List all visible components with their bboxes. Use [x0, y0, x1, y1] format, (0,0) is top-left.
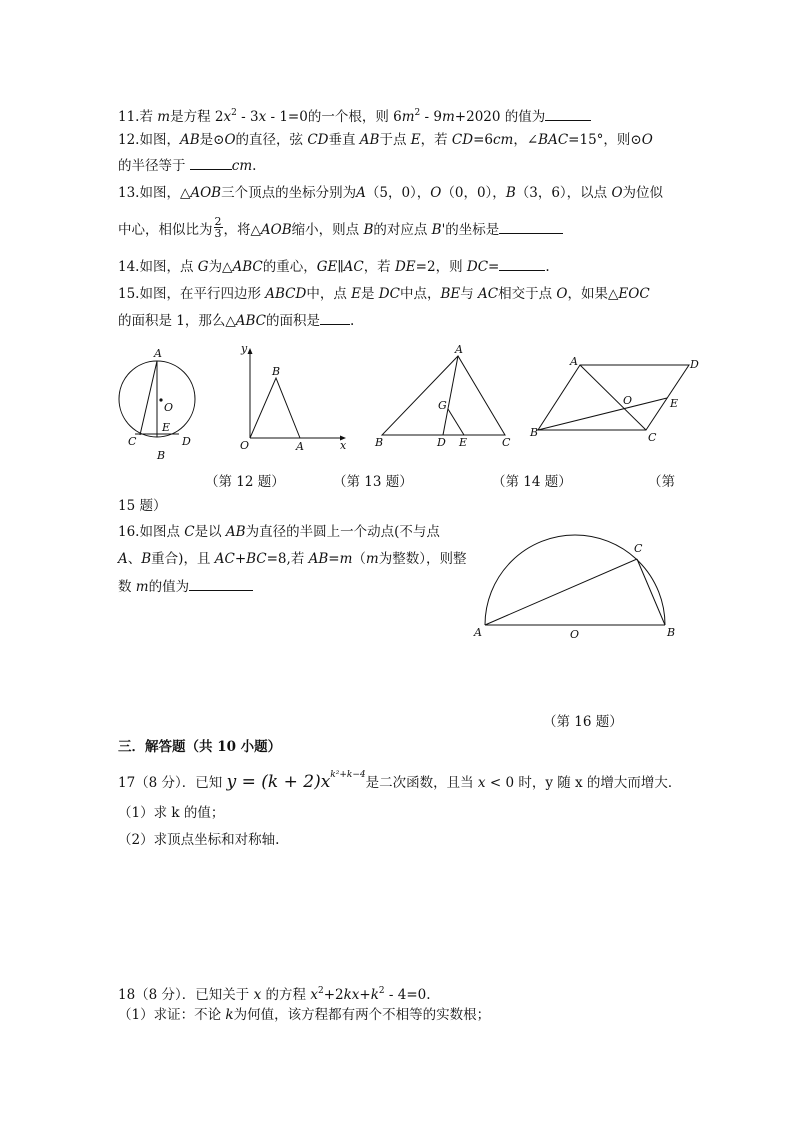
- y-arrow: [248, 348, 253, 354]
- figure-14: [372, 344, 516, 450]
- ratio-fraction: $\frac{2}{3}$: [214, 215, 222, 240]
- question-16-line-2: A、B重合)，且 AC+BC=8,若 AB=m（m为整数），则整: [118, 551, 467, 567]
- label-b: B: [667, 626, 676, 639]
- center-dot: [159, 398, 162, 401]
- caption-15-part-2: 15 题）: [118, 498, 167, 514]
- caption-15-part-1: （第: [648, 474, 675, 490]
- question-11: 11.若 m是方程 $2x^2 - 3x - 1=0$的一个根，则 $6m^2 - 9m+2020$ 的值为: [118, 104, 591, 126]
- question-18: 18（8 分）．已知关于 x 的方程 $x^2+2kx+k^2 - 4=0$.: [118, 986, 431, 1003]
- question-13-line-2: 中心，相似比为 $\frac{2}{3}$ ，将△AOB缩小，则点 B的对应点 B'的坐标是: [118, 219, 563, 242]
- label-e: E: [459, 436, 468, 449]
- label-x: x: [340, 439, 347, 452]
- label-o: O: [623, 394, 633, 407]
- label-c: C: [648, 431, 657, 444]
- label-a: A: [455, 343, 463, 356]
- label-a: A: [570, 355, 578, 368]
- question-18-part-1: （1）求证：不论 k为何值，该方程都有两个不相等的实数根；: [118, 1007, 491, 1023]
- caption-16: （第 16 题）: [543, 714, 623, 730]
- answer-blank-14[interactable]: [499, 258, 545, 271]
- question-13-line-1: 13.如图，△AOB三个顶点的坐标分别为A（5，0），O（0，0），B（3，6），以点 O为位似: [118, 185, 664, 201]
- question-12-line-2: 的半径等于 cm.: [118, 158, 257, 174]
- answer-blank-13[interactable]: [499, 221, 563, 234]
- question-17-part-1: （1）求 k 的值；: [118, 805, 225, 821]
- label-e: E: [670, 397, 679, 410]
- answer-blank-16[interactable]: [189, 578, 253, 591]
- segment-be: [538, 398, 667, 430]
- label-a: A: [474, 626, 482, 639]
- triangle-aob: [250, 378, 300, 438]
- caption-12: （第 12 题）: [205, 474, 285, 490]
- label-d: D: [182, 435, 191, 448]
- label-d: D: [437, 436, 446, 449]
- label-o: O: [240, 439, 250, 452]
- figure-12: [116, 344, 198, 464]
- diagonal-ac: [580, 365, 646, 430]
- median-ad: [443, 356, 458, 435]
- label-a: A: [154, 347, 162, 360]
- label-g: G: [438, 399, 447, 412]
- question-15-line-1: 15.如图，在平行四边形 ABCD中，点 E是 DC中点，BE与 AC相交于点 O，如果△EOC: [118, 286, 650, 302]
- section-3-heading: 三．解答题（共 10 小题）: [118, 739, 282, 755]
- triangle-abc: [382, 356, 505, 435]
- figure-13: [234, 342, 350, 454]
- segment-ge: [448, 409, 464, 435]
- chord-ac: [140, 361, 157, 435]
- caption-14: （第 14 题）: [492, 474, 572, 490]
- label-b: B: [530, 426, 539, 439]
- answer-blank-11[interactable]: [545, 108, 591, 121]
- question-17: 17（8 分）．已知 $y = (k + 2)x^{k^2+k-4}$是二次函数，且当 x < 0 时，y 随 x 的增大而增大．: [118, 770, 682, 792]
- answer-blank-12[interactable]: [190, 157, 232, 170]
- question-16-line-3: 数 m的值为: [118, 578, 253, 596]
- question-12-line-1: 12.如图，AB是⊙O的直径，弦 CD垂直 AB于点 E，若 CD=6cm，∠BAC=15°，则⊙O: [118, 132, 653, 148]
- caption-13: （第 13 题）: [333, 474, 413, 490]
- label-e: E: [162, 421, 171, 434]
- answer-blank-15[interactable]: [320, 312, 350, 325]
- question-17-part-2: （2）求顶点坐标和对称轴.: [118, 832, 280, 848]
- label-c: C: [634, 542, 643, 555]
- label-c: C: [128, 435, 137, 448]
- label-o: O: [570, 628, 580, 641]
- figure-15: [526, 352, 706, 448]
- label-c: C: [502, 436, 511, 449]
- label-b: B: [157, 449, 166, 462]
- label-o: O: [164, 401, 174, 414]
- label-a: A: [296, 440, 304, 453]
- question-16-line-1: 16.如图点 C是以 AB为直径的半圆上一个动点(不与点: [118, 524, 440, 540]
- label-b: B: [272, 365, 281, 378]
- question-14: 14.如图，点 G为△ABC的重心，GE∥AC，若 DE=2，则 DC= .: [118, 259, 550, 275]
- label-y: y: [241, 342, 248, 355]
- label-b: B: [375, 436, 384, 449]
- label-d: D: [690, 358, 699, 371]
- chord-ac: [485, 559, 637, 625]
- question-15-line-2: 的面积是 1，那么△ABC的面积是 .: [118, 313, 355, 329]
- figure-16: [468, 530, 690, 640]
- chord-bc: [637, 559, 665, 625]
